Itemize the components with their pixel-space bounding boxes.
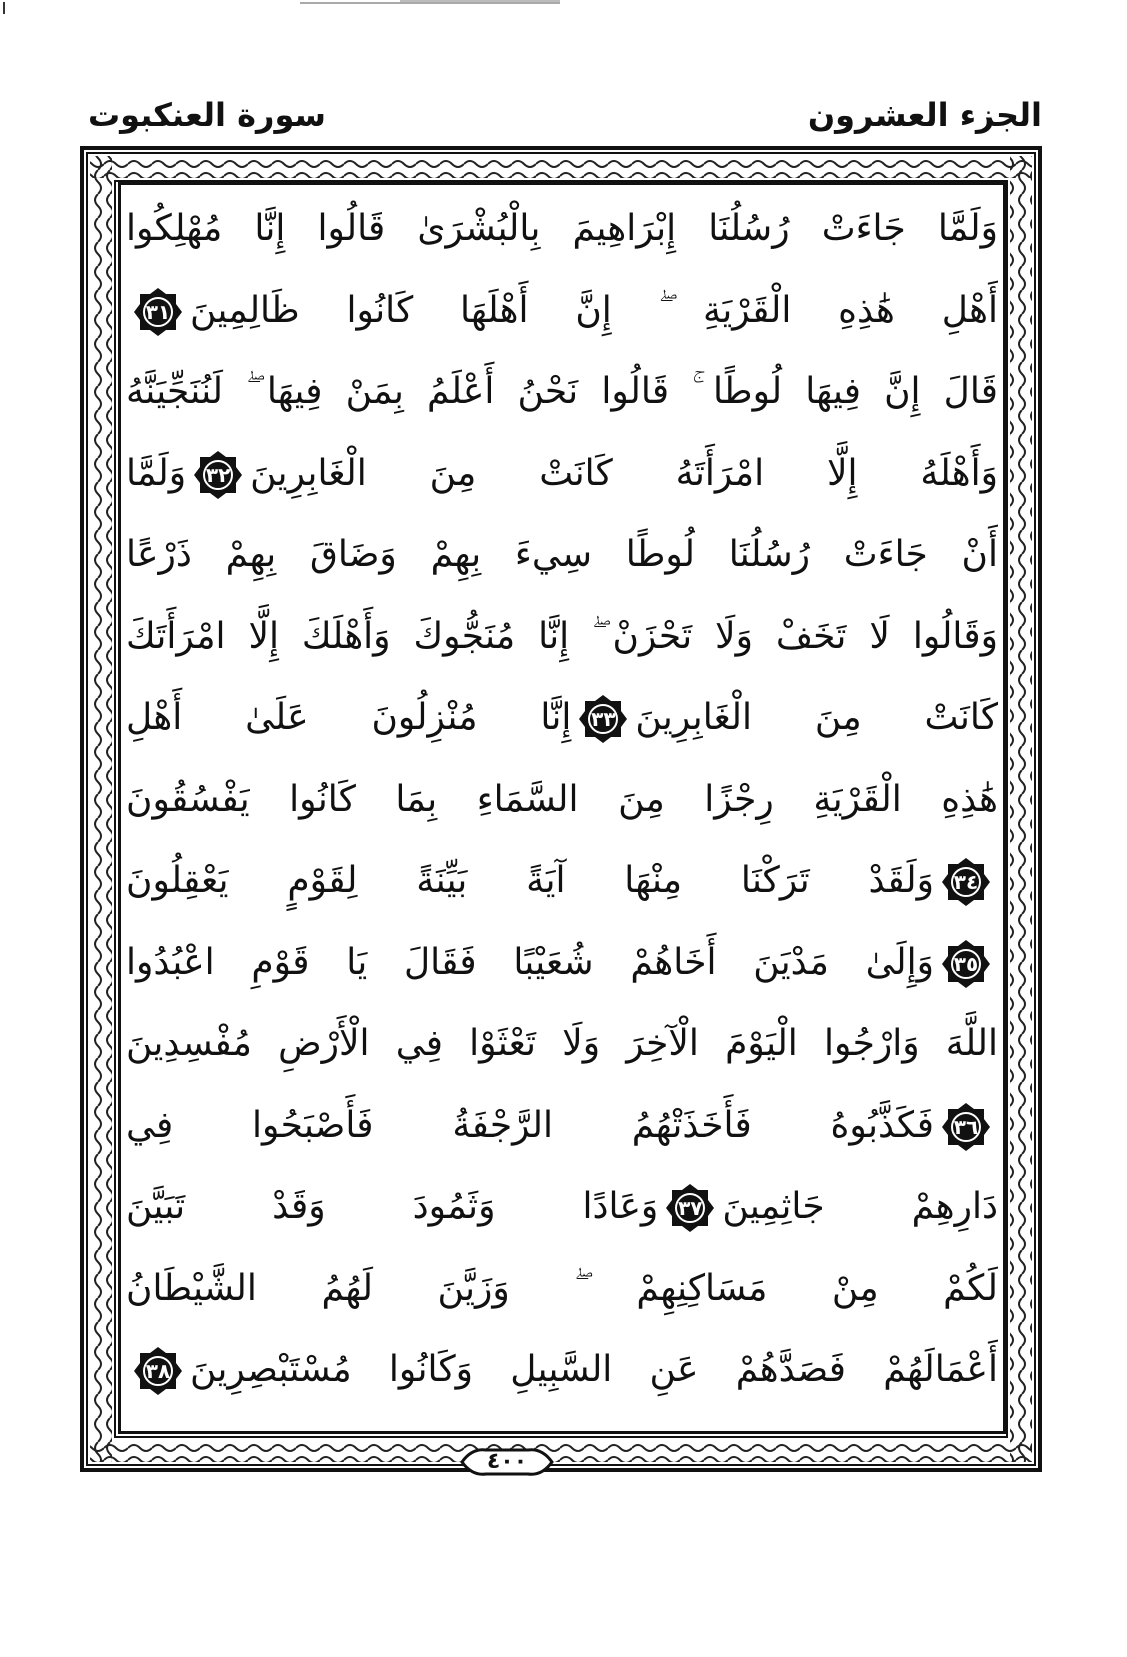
verse-text: وَقَالُوا لَا تَخَفْ وَلَا تَحْزَنْ ۖ إِنَّا مُنَجُّوكَ وَأَهْلَكَ إِلَّا امْرَأَتَكَ [126, 615, 998, 657]
verse-line [126, 435, 998, 513]
verse-text: وَلَقَدْ تَرَكْنَا مِنْهَا آيَةً بَيِّنَةً لِقَوْمٍ يَعْقِلُونَ [126, 860, 934, 901]
ayah-number: ٣٨ [145, 1359, 171, 1383]
verse-line [126, 516, 998, 594]
verse-text: أَعْمَالَهُمْ فَصَدَّهُمْ عَنِ السَّبِيلِ وَكَانُوا مُسْتَبْصِرِينَ [190, 1349, 998, 1390]
ayah-number-marker [192, 449, 244, 501]
ayah-number: ٣٢ [205, 462, 231, 487]
verse-text: وَلَمَّا [126, 452, 187, 494]
verse-text: أَنْ جَاءَتْ رُسُلُنَا لُوطًا سِيءَ بِهِمْ وَضَاقَ بِهِمْ ذَرْعًا [126, 534, 998, 575]
verse-text: وَأَهْلَهُ إِلَّا امْرَأَتَهُ كَانَتْ مِنَ الْغَابِرِينَ [250, 452, 998, 494]
verse-text: وَإِلَىٰ مَدْيَنَ أَخَاهُمْ شُعَيْبًا فَقَالَ يَا قَوْمِ اعْبُدُوا [126, 941, 934, 983]
verse-text: هَٰذِهِ الْقَرْيَةِ رِجْزًا مِنَ السَّمَاءِ بِمَا كَانُوا يَفْسُقُونَ [126, 778, 998, 820]
verse-text: كَانَتْ مِنَ الْغَابِرِينَ [635, 697, 998, 738]
verse-line [126, 842, 998, 920]
page-number: ٤٠٠ [486, 1449, 528, 1474]
verse-text: اللَّهَ وَارْجُوا الْيَوْمَ الْآخِرَ وَلَا تَعْثَوْا فِي الْأَرْضِ مُفْسِدِينَ [126, 1023, 998, 1064]
ayah-number: ٣٣ [591, 707, 616, 731]
verse-text: فَكَذَّبُوهُ فَأَخَذَتْهُمُ الرَّجْفَةُ فَأَصْبَحُوا فِي [126, 1104, 934, 1146]
ayah-number: ٣٥ [953, 951, 979, 976]
ayah-number: ٣٧ [678, 1196, 703, 1220]
page-number-box [452, 1446, 562, 1478]
verse-line [126, 1005, 998, 1083]
verse-text: أَهْلِ هَٰذِهِ الْقَرْيَةِ ۖ إِنَّ أَهْلَهَا كَانُوا ظَالِمِينَ [190, 289, 998, 331]
verse-text: قَالَ إِنَّ فِيهَا لُوطًا ۚ قَالُوا نَحْنُ أَعْلَمُ بِمَنْ فِيهَا ۖ لَنُنَجِّيَنَّهُ [126, 371, 998, 412]
scan-artifact-lines [0, 0, 1127, 20]
juz-title: الجزء العشرون [807, 96, 1042, 134]
ayah-number-marker [132, 1345, 184, 1397]
ayah-number-marker [132, 286, 184, 338]
verse-line [126, 924, 998, 1002]
verse-line [126, 272, 998, 350]
ayah-number: ٣١ [145, 299, 171, 324]
verse-text: وَلَمَّا جَاءَتْ رُسُلُنَا إِبْرَاهِيمَ بِالْبُشْرَىٰ قَالُوا إِنَّا مُهْلِكُوا [126, 208, 998, 249]
quran-text-block [126, 190, 998, 1426]
ayah-number: ٣٦ [953, 1114, 979, 1139]
verse-line [126, 598, 998, 676]
ayah-number-marker [940, 856, 992, 908]
verse-line [126, 761, 998, 839]
verse-line [126, 679, 998, 757]
verse-text: دَارِهِمْ جَاثِمِينَ [722, 1186, 998, 1227]
verse-line [126, 1168, 998, 1246]
verse-line [126, 353, 998, 431]
verse-text: لَكُمْ مِنْ مَسَاكِنِهِمْ ۖ وَزَيَّنَ لَهُمُ الشَّيْطَانُ [126, 1267, 998, 1309]
verse-line [126, 1087, 998, 1165]
verse-text: إِنَّا مُنْزِلُونَ عَلَىٰ أَهْلِ [126, 697, 572, 738]
surah-title: سورة العنكبوت [88, 96, 326, 134]
ayah-number-marker [577, 693, 629, 745]
ayah-number-marker [664, 1182, 716, 1234]
ayah-number-marker [940, 938, 992, 990]
ayah-number-marker [940, 1101, 992, 1153]
ayah-number: ٣٤ [953, 870, 979, 894]
verse-line [126, 190, 998, 268]
verse-text: وَعَادًا وَثَمُودَ وَقَدْ تَبَيَّنَ [126, 1186, 659, 1227]
page-header [80, 92, 1050, 146]
verse-line [126, 1331, 998, 1409]
verse-line [126, 1250, 998, 1328]
